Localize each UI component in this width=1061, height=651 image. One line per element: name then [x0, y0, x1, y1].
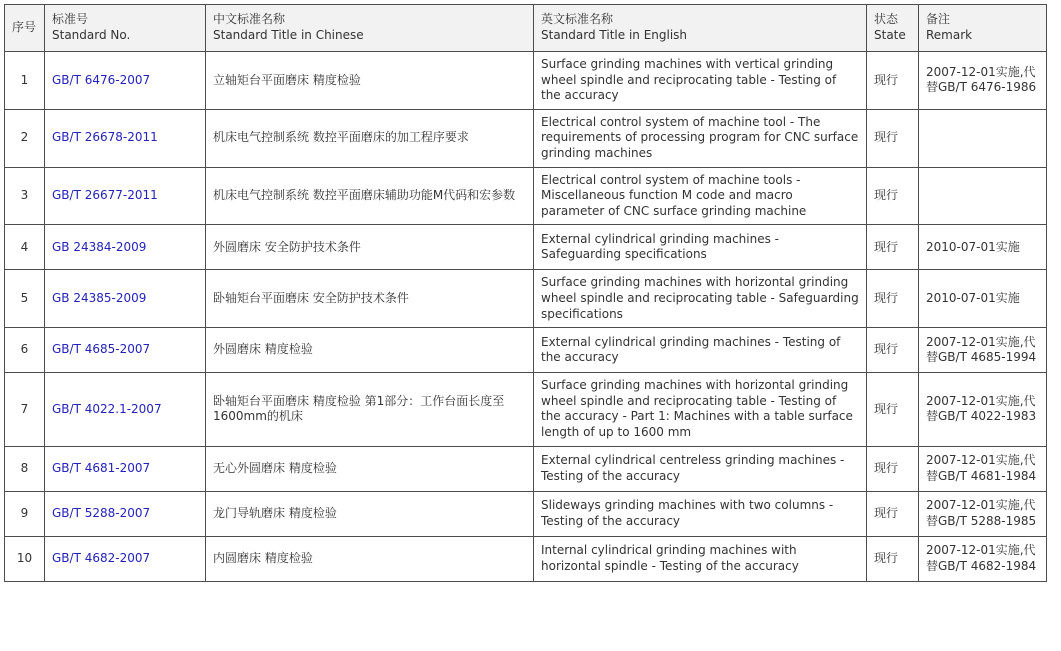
title-en-cell: External cylindrical grinding machines - Safeguarding specifications: [534, 225, 867, 270]
standard-no-link[interactable]: GB/T 6476-2007: [52, 72, 151, 87]
standard-no-link[interactable]: GB/T 26678-2011: [52, 130, 158, 145]
serial-cell: 4: [5, 225, 45, 270]
state-cell: 现行: [867, 373, 919, 446]
state-cell: 现行: [867, 536, 919, 581]
title-en-cell: External cylindrical centreless grinding machines - Testing of the accuracy: [534, 446, 867, 491]
standard-no-link[interactable]: GB/T 26677-2011: [52, 188, 158, 203]
table-row: [5, 109, 1047, 167]
header-label-zh: 状态: [874, 12, 899, 27]
serial-cell: 6: [5, 328, 45, 373]
header-label-zh: 英文标准名称: [541, 12, 614, 27]
standard-no-cell: [45, 225, 206, 270]
header-label-en: Standard No.: [52, 28, 131, 42]
state-cell: 现行: [867, 328, 919, 373]
title-en-cell: Internal cylindrical grinding machines with horizontal spindle - Testing of the accuracy: [534, 536, 867, 581]
title-en-cell: Surface grinding machines with vertical grinding wheel spindle and reciprocating table - Testing of the accuracy: [534, 52, 867, 110]
serial-cell: 7: [5, 373, 45, 446]
table-row: [5, 536, 1047, 581]
standards-table: [4, 4, 1047, 582]
standard-no-link[interactable]: GB/T 5288-2007: [52, 505, 151, 520]
state-cell: 现行: [867, 225, 919, 270]
state-cell: 现行: [867, 270, 919, 328]
table-row: [5, 270, 1047, 328]
standard-no-cell: [45, 270, 206, 328]
serial-cell: 3: [5, 167, 45, 225]
remark-cell: 2007-12-01实施,代替GB/T 6476-1986: [919, 52, 1047, 110]
state-cell: 现行: [867, 446, 919, 491]
title-en-cell: Surface grinding machines with horizontal grinding wheel spindle and reciprocating table - Testing of the accuracy - Part 1: Machines with a table surface length of up to 1600 mm: [534, 373, 867, 446]
standard-no-cell: [45, 109, 206, 167]
standard-no-link[interactable]: GB 24385-2009: [52, 290, 147, 305]
standard-no-link[interactable]: GB/T 4682-2007: [52, 550, 151, 565]
header-label-zh: 中文标准名称: [213, 12, 286, 27]
table-row: [5, 328, 1047, 373]
title-zh-cell: 卧轴矩台平面磨床 安全防护技术条件: [206, 270, 534, 328]
header-label-en: Standard Title in Chinese: [213, 28, 364, 42]
standard-no-cell: [45, 52, 206, 110]
standard-no-link[interactable]: GB/T 4022.1-2007: [52, 401, 162, 416]
table-row: [5, 373, 1047, 446]
table-row: [5, 491, 1047, 536]
serial-cell: 5: [5, 270, 45, 328]
title-en-cell: Electrical control system of machine tool - The requirements of processing program for CNC surface grinding machines: [534, 109, 867, 167]
title-zh-cell: 龙门导轨磨床 精度检验: [206, 491, 534, 536]
title-zh-cell: 内圆磨床 精度检验: [206, 536, 534, 581]
standard-no-cell: [45, 167, 206, 225]
standard-no-cell: [45, 373, 206, 446]
header-label-zh: 备注: [926, 12, 951, 27]
standard-no-cell: [45, 491, 206, 536]
title-zh-cell: 外圆磨床 安全防护技术条件: [206, 225, 534, 270]
header-row: [5, 5, 1047, 52]
serial-cell: 8: [5, 446, 45, 491]
title-zh-cell: 机床电气控制系统 数控平面磨床的加工程序要求: [206, 109, 534, 167]
standard-no-cell: [45, 446, 206, 491]
remark-cell: 2007-12-01实施,代替GB/T 4685-1994: [919, 328, 1047, 373]
serial-cell: 2: [5, 109, 45, 167]
remark-cell: [919, 109, 1047, 167]
col-header-state: [867, 5, 919, 52]
standard-no-link[interactable]: GB/T 4681-2007: [52, 460, 151, 475]
title-en-cell: Electrical control system of machine tools - Miscellaneous function M code and macro parameter of CNC surface grinding machine: [534, 167, 867, 225]
header-label-en: Remark: [926, 28, 973, 42]
remark-cell: 2007-12-01实施,代替GB/T 4682-1984: [919, 536, 1047, 581]
state-cell: 现行: [867, 52, 919, 110]
remark-cell: 2010-07-01实施: [919, 225, 1047, 270]
remark-cell: 2007-12-01实施,代替GB/T 4681-1984: [919, 446, 1047, 491]
table-row: [5, 167, 1047, 225]
standard-no-cell: [45, 536, 206, 581]
col-header-title-english: [534, 5, 867, 52]
col-header-standard-no: [45, 5, 206, 52]
table-row: [5, 446, 1047, 491]
title-zh-cell: 外圆磨床 精度检验: [206, 328, 534, 373]
serial-cell: 10: [5, 536, 45, 581]
header-label-en: Standard Title in English: [541, 28, 688, 42]
remark-cell: 2007-12-01实施,代替GB/T 5288-1985: [919, 491, 1047, 536]
remark-cell: 2007-12-01实施,代替GB/T 4022-1983: [919, 373, 1047, 446]
title-zh-cell: 卧轴矩台平面磨床 精度检验 第1部分：工作台面长度至1600mm的机床: [206, 373, 534, 446]
state-cell: 现行: [867, 491, 919, 536]
header-label-en: State: [874, 28, 906, 42]
col-header-serial: [5, 5, 45, 52]
title-en-cell: Slideways grinding machines with two columns - Testing of the accuracy: [534, 491, 867, 536]
state-cell: 现行: [867, 167, 919, 225]
standard-no-link[interactable]: GB 24384-2009: [52, 239, 147, 254]
table-row: [5, 225, 1047, 270]
remark-cell: 2010-07-01实施: [919, 270, 1047, 328]
standard-no-cell: [45, 328, 206, 373]
serial-cell: 9: [5, 491, 45, 536]
page-content: [4, 4, 1057, 582]
title-zh-cell: 无心外圆磨床 精度检验: [206, 446, 534, 491]
title-zh-cell: 立轴矩台平面磨床 精度检验: [206, 52, 534, 110]
title-en-cell: External cylindrical grinding machines - Testing of the accuracy: [534, 328, 867, 373]
standard-no-link[interactable]: GB/T 4685-2007: [52, 342, 151, 357]
title-en-cell: Surface grinding machines with horizontal grinding wheel spindle and reciprocating table - Safeguarding specifications: [534, 270, 867, 328]
col-header-remark: [919, 5, 1047, 52]
title-zh-cell: 机床电气控制系统 数控平面磨床辅助功能M代码和宏参数: [206, 167, 534, 225]
header-label-zh: 标准号: [52, 12, 89, 27]
table-row: [5, 52, 1047, 110]
state-cell: 现行: [867, 109, 919, 167]
serial-cell: 1: [5, 52, 45, 110]
col-header-title-chinese: [206, 5, 534, 52]
remark-cell: [919, 167, 1047, 225]
header-label-zh: 序号: [12, 20, 37, 35]
